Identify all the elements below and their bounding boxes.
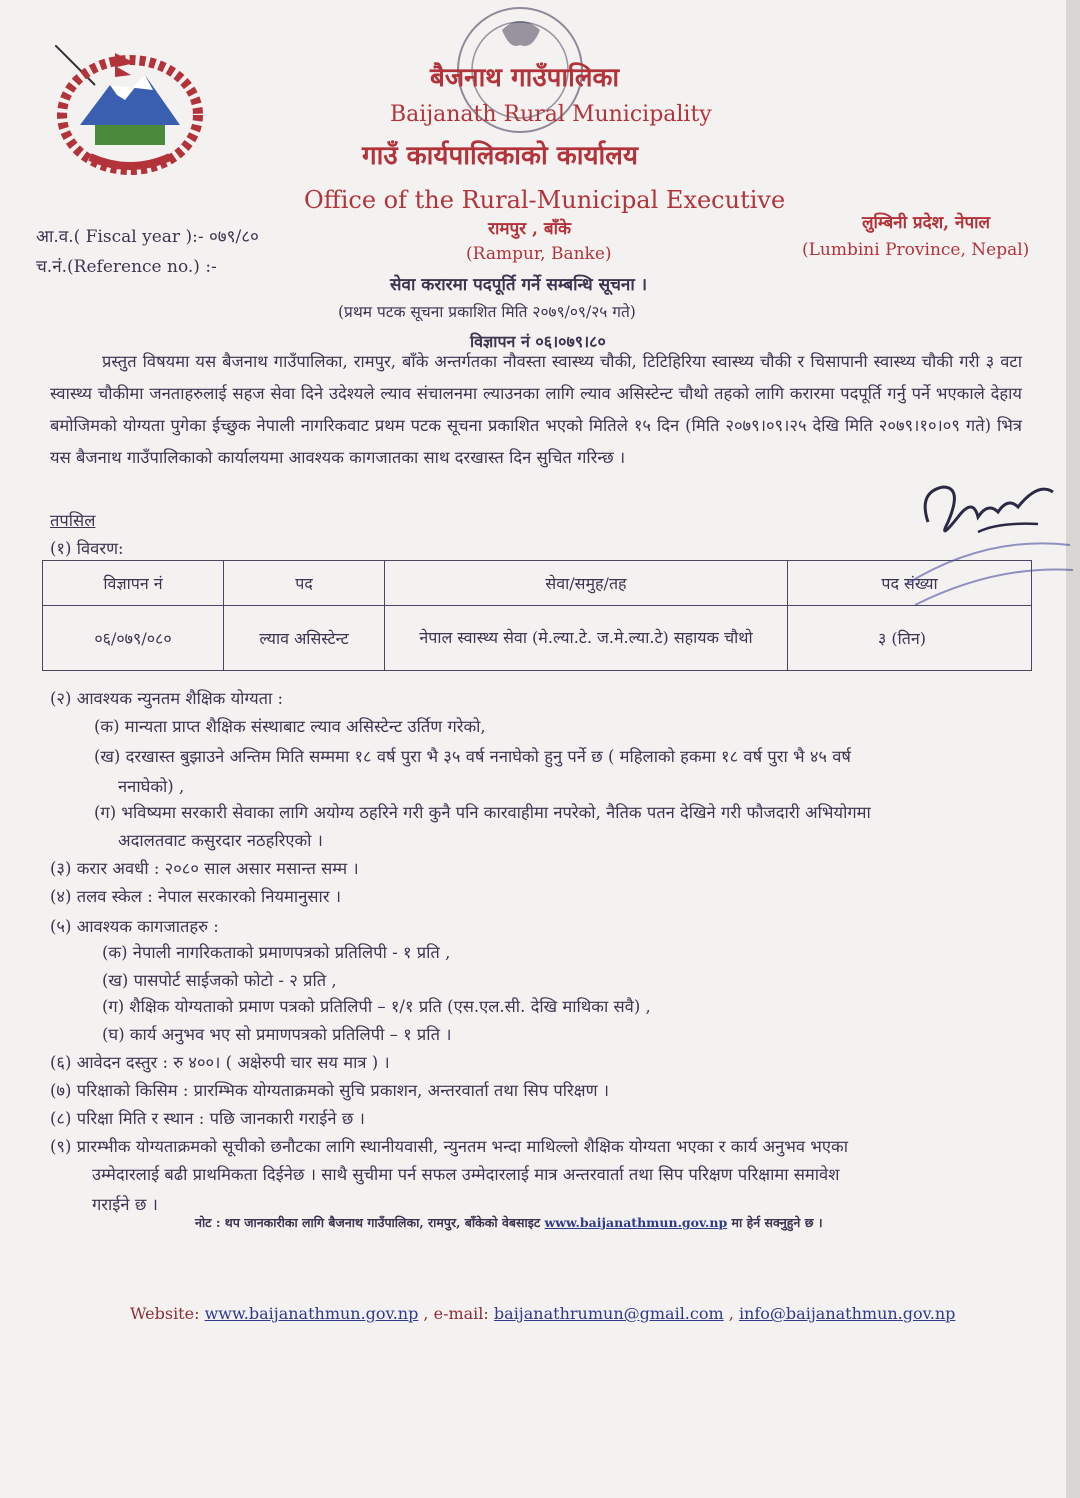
footer-separator: , xyxy=(728,1304,734,1323)
note-text: नोट : थप जानकारीका लागि बैजनाथ गाउँपालिका, रामपुर, बाँकेको वेबसाइट xyxy=(195,1215,541,1230)
vacancy-table xyxy=(42,560,1032,671)
description-heading: (१) विवरण: xyxy=(50,539,124,558)
details-heading: तपसिल xyxy=(50,511,96,530)
location-nepali: रामपुर , बाँके xyxy=(488,219,572,239)
section-4: (४) तलव स्केल : नेपाल सरकारको नियमानुसार । xyxy=(50,887,342,906)
section-9-cont: उम्मेदारलाई बढी प्राथमिकता दिईनेछ । साथै सुचीमा पर्न सफल उम्मेदारलाई मात्र अन्तरवार्ता तथा सिप परिक्षण परिक्षामा समावेश xyxy=(92,1165,840,1184)
footer-website-label: Website: xyxy=(130,1304,200,1323)
section-5-heading: (५) आवश्यक कागजातहरु : xyxy=(50,917,219,936)
table-row xyxy=(43,606,1032,671)
footer-email-link-2[interactable]: info@baijanathmun.gov.np xyxy=(738,1304,956,1323)
page-edge xyxy=(1066,0,1080,1498)
table-cell: ३ (तिन) xyxy=(788,606,1032,671)
table-header-cell: सेवा/समुह/तह xyxy=(385,561,788,606)
footer-contact xyxy=(130,1304,955,1323)
table-cell: ०६/०७९/०८० xyxy=(43,606,224,671)
table-header-cell: पद संख्या xyxy=(788,561,1032,606)
footer-email-label: , e-mail: xyxy=(423,1304,489,1323)
section-5-item-kha: (ख) पासपोर्ट साईजको फोटो - २ प्रति , xyxy=(102,971,337,990)
note-website-link[interactable]: www.baijanathmun.gov.np xyxy=(544,1215,728,1230)
footer-website-link[interactable]: www.baijanathmun.gov.np xyxy=(204,1304,419,1323)
notice-first-published: (प्रथम पटक सूचना प्रकाशित मिति २०७९/०९/२५ गते) xyxy=(338,303,636,321)
table-cell: नेपाल स्वास्थ्य सेवा (मे.ल्या.टे. ज.मे.ल्या.टे) सहायक चौथो xyxy=(385,606,788,671)
office-name-nepali: गाउँ कार्यपालिकाको कार्यालय xyxy=(362,141,638,171)
section-6: (६) आवेदन दस्तुर : रु ४००। ( अक्षेरुपी चार सय मात्र ) । xyxy=(50,1053,390,1072)
table-cell: ल्याव असिस्टेन्ट xyxy=(224,606,385,671)
footer-email-link[interactable]: baijanathrumun@gmail.com xyxy=(493,1304,724,1323)
note-text-end: मा हेर्न सक्नुहुने छ । xyxy=(731,1215,823,1230)
section-2-item-ka: (क) मान्यता प्राप्त शैक्षिक संस्थाबाट ल्याव असिस्टेन्ट उर्तिण गरेको, xyxy=(94,717,486,736)
section-5-item-gha: (घ) कार्य अनुभव भए सो प्रमाणपत्रको प्रतिलिपी – १ प्रति । xyxy=(102,1025,452,1044)
reference-no: च.नं.(Reference no.) :- xyxy=(36,257,217,277)
office-name-english: Office of the Rural-Municipal Executive xyxy=(304,186,786,214)
section-2-heading: (२) आवश्यक न्युनतम शैक्षिक योग्यता : xyxy=(50,689,284,708)
location-english: (Rampur, Banke) xyxy=(466,244,612,264)
official-stamp xyxy=(895,525,1075,615)
fiscal-year: आ.व.( Fiscal year ):- ०७९/८० xyxy=(36,227,259,247)
nepal-emblem-icon xyxy=(55,45,205,175)
table-header-row xyxy=(43,561,1032,606)
section-9: (९) प्रारम्भीक योग्यताक्रमको सूचीको छनौटका लागि स्थानीयवासी, न्युनतम भन्दा माथिल्लो शैक्षिक योग्यता भएका र कार्य अनुभव भएका xyxy=(50,1137,848,1156)
section-7: (७) परिक्षाको किसिम : प्रारम्भिक योग्यताक्रमको सुचि प्रकाशन, अन्तरवार्ता तथा सिप परिक्षण । xyxy=(50,1081,610,1100)
note-line xyxy=(195,1214,823,1231)
advertisement-number: विज्ञापन नं ०६।०७९।८० xyxy=(470,332,606,351)
section-2-item-ga: (ग) भविष्यमा सरकारी सेवाका लागि अयोग्य ठहरिने गरी कुनै पनि कारवाहीमा नपरेको, नैतिक पतन देखिने गरी फौजदारी अभियोगमा xyxy=(94,803,871,822)
municipality-name-english: Baijanath Rural Municipality xyxy=(390,102,712,127)
section-2-item-ga-cont: अदालतवाट कसुरदार नठहरिएको । xyxy=(118,831,323,850)
section-2-item-kha-cont: ननाघेको) , xyxy=(118,777,185,796)
notice-title: सेवा करारमा पदपूर्ति गर्ने सम्बन्धि सूचना । xyxy=(390,275,648,295)
section-5-item-ka: (क) नेपाली नागरिकताको प्रमाणपत्रको प्रतिलिपी - १ प्रति , xyxy=(102,943,451,962)
section-8: (८) परिक्षा मिति र स्थान : पछि जानकारी गराईने छ । xyxy=(50,1109,365,1128)
table-header-cell: पद xyxy=(224,561,385,606)
section-2-item-kha: (ख) दरखास्त बुझाउने अन्तिम मिति सम्ममा १८ वर्ष पुरा भै ३५ वर्ष ननाघेको हुनु पर्ने छ ( महिलाको हकमा १८ वर्ष पुरा भै ४५ वर्ष xyxy=(94,747,851,766)
notice-body: प्रस्तुत विषयमा यस बैजनाथ गाउँपालिका, रामपुर, बाँके अन्तर्गतका नौवस्ता स्वास्थ्य चौकी, टिटिहिरिया स्वास्थ्य चौकी र चिसापानी स्वास्थ्य चौकी गरी ३ वटा स्वास्थ्य चौकीमा जनताहरुलाई सहज सेवा दिने उदेश्यले ल्याव संचालनमा ल्याउनका लागि ल्याव असिस्टेन्ट चौथो तहको लागि करारमा पदपूर्ति गर्नु पर्ने भएकाले देहाय बमोजिमको योग्यता पुगेका ईच्छुक नेपाली नागरिकवाट प्रथम पटक सूचना प्रकाशित भएको मितिले १५ दिन (मिति २०७९।०९।२५ देखि मिति २०७९।१०।०९ गते) भित्र यस बैजनाथ गाउँपालिकाको कार्यालयमा आवश्यक कागजातका साथ दरखास्त दिन सुचित गरिन्छ । xyxy=(50,352,1022,467)
municipality-name-nepali: बैजनाथ गाउँपालिका xyxy=(430,63,620,93)
table-header-cell: विज्ञापन नं xyxy=(43,561,224,606)
section-5-item-ga: (ग) शैक्षिक योग्यताको प्रमाण पत्रको प्रतिलिपी – १/१ प्रति (एस.एल.सी. देखि माथिका सवै) , xyxy=(102,997,651,1016)
province-nepali: लुम्बिनी प्रदेश, नेपाल xyxy=(862,213,991,233)
section-9-cont2: गराईने छ । xyxy=(92,1195,158,1214)
province-english: (Lumbini Province, Nepal) xyxy=(802,240,1030,260)
section-3: (३) करार अवधी : २०८० साल असार मसान्त सम्म । xyxy=(50,859,359,878)
